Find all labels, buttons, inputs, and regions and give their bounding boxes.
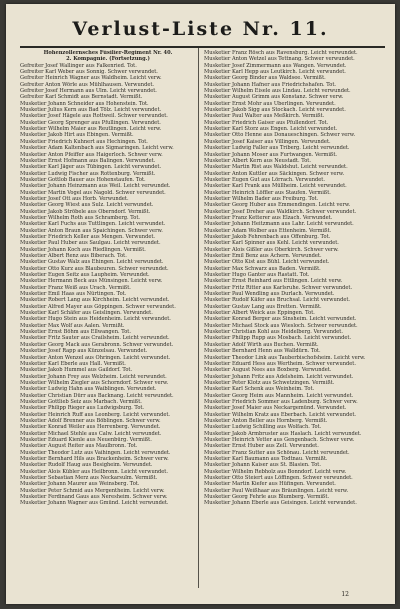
casualty-entry: Musketier Ernst Reinhard aus Ettlingen. Leicht verw.	[204, 278, 343, 285]
casualty-entry: Musketier Philipp Rieger aus Ludwigsburg. Tot.	[20, 405, 145, 412]
casualty-entry: Musketier Josef Zimmermann aus Wangen. Verwundet.	[204, 62, 347, 69]
casualty-entry: Musketier Johann Eberle aus Geisingen. Leicht verwundet.	[204, 500, 357, 507]
casualty-entry: Musketier Karl Baumann aus Todtnau. Vermißt.	[204, 456, 328, 462]
casualty-entry: Musketier Bernhard Hils aus Brackenheim. Schwer verw.	[20, 456, 169, 462]
casualty-entry: Musketier Adolf Wirth aus Buchen. Vermißt.	[204, 341, 319, 348]
casualty-entry: Musketier Georg Fehrle aus Blumberg. Vermißt.	[204, 494, 330, 501]
casualty-entry: Musketier Eugen Seitz aus Laupheim. Verwundet.	[20, 272, 150, 279]
casualty-entry: Musketier Paul Huber aus Saulgau. Leicht verwundet.	[20, 240, 161, 247]
page-title: Verlust-Liste Nr. 11.	[72, 18, 329, 40]
casualty-entry: Musketier Christian Kohl aus Heidelberg. Verwundet.	[204, 329, 343, 336]
casualty-entry: Musketier Theodor Link aus Tauberbischofsheim. Leicht verw.	[204, 354, 366, 361]
casualty-entry: Musketier Jakob Sigg aus Stockach. Leicht verwundet.	[204, 107, 346, 114]
casualty-entry: Musketier Paul Wendling aus Durlach. Verwundet.	[204, 291, 335, 298]
casualty-entry: Musketier Ludwig Faller aus Triberg. Leicht verwundet.	[204, 145, 350, 152]
casualty-entry: Musketier Emil Haas aus Nürtingen. Tot.	[20, 291, 127, 298]
casualty-entry: Musketier Christian Dürr aus Backnang. Leicht verwundet.	[20, 392, 174, 399]
casualty-entry: Musketier Georg Mack aus Gerabronn. Schwer verwundet.	[20, 341, 174, 348]
casualty-entry: Musketier Josef Hägele aus Rottweil. Schwer verwundet.	[20, 113, 168, 120]
casualty-entry: Musketier Otto Steiert aus Löffingen. Schwer verwundet.	[204, 475, 353, 482]
casualty-entry: Musketier Robert Lang aus Kirchheim. Leicht verwundet.	[20, 297, 170, 304]
casualty-entry: Musketier Friedrich Sommer aus Ladenburg. Schwer verw.	[204, 398, 358, 405]
casualty-entry: Musketier Ernst Hofmann aus Balingen. Verwundet.	[20, 157, 156, 164]
casualty-entry: Musketier Gustav Lang aus Bretten. Vermißt.	[204, 303, 322, 310]
casualty-entry: Musketier Georg Binder aus Waldsee. Vermißt.	[204, 75, 326, 82]
casualty-entry: Musketier Anton Beller aus Hornberg. Vermißt.	[204, 417, 328, 424]
casualty-entry: Musketier Ernst Mohr aus Überlingen. Verwundet.	[204, 100, 336, 107]
casualty-entry: Musketier Ernst Huber aus Zell. Verwundet.	[204, 443, 319, 450]
casualty-entry: Musketier Friedrich Gaiser aus Pfullendorf. Tot.	[204, 119, 329, 126]
casualty-entry: Musketier Adolf Brenner aus Böblingen. Schwer verw.	[20, 417, 161, 424]
casualty-entry: Musketier Jakob Hummel aus Gaildorf. Tot.	[20, 367, 133, 374]
casualty-entry: Musketier Alois Kübler aus Heilbronn. Leicht verwundet.	[20, 468, 168, 475]
right-column	[204, 50, 384, 507]
casualty-entry: Musketier Karl Fuchs aus Tuttlingen. Leicht verwundet.	[20, 221, 166, 228]
section-heading: Hohenzollernsches Füsilier-Regiment Nr. 40.	[43, 50, 173, 56]
casualty-entry: Musketier Johann Hafner aus Friedrichshafen. Tot.	[204, 81, 336, 88]
casualty-entry: Musketier Heinrich Vetter aus Gengenbach. Schwer verw.	[204, 436, 355, 443]
casualty-entry: Musketier Martin Kiefer aus Hüfingen. Verwundet.	[204, 481, 336, 488]
casualty-entry: Musketier Jakob Hirt aus Ebingen. Vermißt.	[20, 132, 134, 139]
casualty-entry: Musketier Ludwig Fischer aus Rottenburg. Vermißt.	[20, 170, 156, 177]
casualty-entry: Musketier Jakob Ströbele aus Oberndorf. Vermißt.	[20, 208, 151, 215]
casualty-entry: Musketier Eduard Hess aus Wertheim. Schwer verwundet.	[204, 360, 356, 367]
casualty-entry: Musketier Martin Vogel aus Nagold. Schwer verwundet.	[20, 189, 166, 196]
casualty-entry: Musketier Karl Schenk aus Weinheim. Tot.	[204, 386, 315, 393]
casualty-entry: Musketier Georg Wiest aus Sulz. Leicht verwundet.	[20, 202, 154, 209]
casualty-entry: Musketier Johann Frey aus Welzheim. Leicht verwundet.	[20, 373, 167, 380]
casualty-entry: Musketier Wilhelm Ziegler aus Schorndorf. Schwer verw.	[20, 379, 169, 386]
casualty-entry: Musketier Hermann Beck aus Münsingen. Leicht verw.	[20, 278, 163, 285]
casualty-entry: Musketier Karl Storz aus Engen. Leicht verwundet.	[204, 126, 338, 133]
casualty-entry: Musketier August Nees aus Boxberg. Verwundet.	[204, 367, 332, 374]
casualty-entry: Musketier Alois Gißler aus Oberkirch. Schwer verw.	[204, 246, 339, 253]
casualty-entry: Gefreiter Josef Wallinger aus Falkenried. Tot.	[20, 62, 137, 69]
casualty-entry: Musketier Max Wolf aus Aalen. Vermißt.	[20, 322, 125, 329]
casualty-entry: Musketier Karl Spinner aus Kehl. Leicht verwundet.	[204, 240, 339, 247]
casualty-entry: Musketier Johann Heinzmann aus Weil. Leicht verwundet.	[20, 183, 171, 190]
casualty-entry: Musketier Georg Huber aus Emmendingen. Leicht verw.	[204, 202, 351, 209]
casualty-entry: Musketier Karl Eberle aus Hall. Vermißt.	[20, 360, 126, 367]
casualty-entry: Musketier Johann Heitzmann aus Lahr. Leicht verwundet.	[204, 221, 354, 228]
casualty-entry: Musketier Heinrich Löffler aus Staufen. Vermißt.	[204, 189, 331, 196]
title-rule	[20, 46, 385, 48]
casualty-entry: Musketier Josef Dreher aus Waldkirch. Schwer verwundet.	[204, 208, 357, 215]
casualty-entry: Musketier Otto Kurz aus Blaubeuren. Schwer verwundet.	[20, 265, 169, 272]
casualty-entry: Musketier Wilhelm Eisele aus Lindau. Leicht verwundet.	[204, 88, 351, 95]
casualty-entry: Musketier Paul Weißhaar aus Bräunlingen. Leicht verw.	[204, 487, 349, 494]
casualty-entry: Musketier Rudolf Haug aus Besigheim. Verwundet.	[20, 462, 153, 469]
casualty-entry: Musketier Emil Benz aus Achern. Verwundet.	[204, 253, 322, 259]
casualty-entry: Gefreiter Heinrich Wagner aus Waldheim. Leicht verw.	[20, 75, 162, 82]
casualty-entry: Musketier Bernhard Henn aus Walldürn. Tot.	[204, 348, 321, 355]
casualty-entry: Musketier August Reiter aus Maulbronn. Tot.	[20, 443, 138, 450]
casualty-entry: Musketier Franz Weiß aus Urach. Vermißt.	[20, 284, 131, 291]
casualty-entry: Musketier Franz Ketterer aus Elzach. Verwundet.	[204, 214, 333, 221]
casualty-entry: Musketier Adam Wolber aus Ettenheim. Vermißt.	[204, 227, 332, 234]
casualty-entry: Musketier Georg Heim aus Mannheim. Leicht verwundet.	[204, 392, 354, 399]
casualty-entry: Musketier Gottlieb Seiz aus Marbach. Vermißt.	[20, 398, 142, 405]
casualty-entry: Musketier Konrad Weiler aus Herrenberg. Verwundet.	[20, 424, 161, 431]
casualty-entry: Musketier Rudolf Käfer aus Bruchsal. Leicht verwundet.	[204, 297, 351, 304]
casualty-entry: Musketier Anton Braun aus Spaichingen. Schwer verw.	[20, 227, 163, 234]
casualty-entry: Musketier Max Schwarz aus Baden. Vermißt.	[204, 265, 321, 272]
casualty-entry: Musketier Georg Sprenger aus Pfullingen. Verwundet.	[20, 119, 161, 126]
casualty-entry: Gefreiter Josef Hermann aus Ulm. Leicht verwundet.	[20, 88, 157, 95]
casualty-entry: Musketier Adam Kaltenbach aus Sigmaringen. Leicht verw.	[20, 145, 174, 152]
casualty-entry: Gefreiter Karl Schmidt aus Bernstadt. Vermißt.	[20, 94, 143, 101]
left-column	[20, 50, 196, 507]
casualty-entry: Musketier Karl Frank aus Müllheim. Leicht verwundet.	[204, 183, 347, 190]
casualty-entry: Musketier Josef Kaiser aus Villingen. Verwundet.	[204, 138, 331, 145]
casualty-entry: Musketier Friedrich Keller aus Mengen. Verwundet.	[20, 233, 156, 240]
casualty-entry: Musketier Ludwig Hahn aus Waiblingen. Verwundet.	[20, 386, 157, 393]
casualty-entry: Musketier Otto Henne aus Donaueschingen. Schwer verw.	[204, 132, 356, 139]
casualty-entry: Musketier Hugo Ganter aus Rastatt. Tot.	[204, 272, 310, 279]
casualty-entry: Musketier Philipp Rupp aus Mosbach. Leicht verwundet.	[204, 335, 352, 342]
casualty-entry: Musketier Wilhelm Roth aus Schramberg. Tot.	[20, 214, 141, 221]
casualty-entry: Musketier Alfred Mayer aus Göppingen. Schwer verwundet.	[20, 303, 176, 310]
casualty-entry: Musketier Sebastian Merz aus Neckarsulm. Vermißt.	[20, 475, 158, 482]
casualty-entry: Musketier Julius Kern aus Bad Tölz. Leicht verwundet.	[20, 107, 162, 114]
casualty-entry: Musketier Gustav Walz aus Ehingen. Leicht verwundet.	[20, 259, 164, 266]
casualty-entry: Musketier Michael Stehle aus Calw. Leicht verwundet.	[20, 430, 162, 437]
casualty-entry: Musketier Josef Rapp aus Künzelsau. Verwundet.	[20, 348, 148, 355]
casualty-entry: Musketier Jakob Fehrenbach aus Offenburg. Tot.	[204, 233, 331, 240]
casualty-entry: Musketier Albert Kern aus Neustadt. Tot.	[204, 157, 311, 164]
casualty-entry: Gefreiter Anton Wörle aus Mühlhausen. Verwundet.	[20, 81, 155, 88]
casualty-entry: Musketier Johann Maurer aus Weinsberg. Tot.	[20, 481, 140, 488]
casualty-entry: Musketier Karl Hepp aus Leutkirch. Leicht verwundet.	[204, 69, 346, 76]
casualty-entry: Musketier Anton Pfeiffer aus Haigerloch. Schwer verw.	[20, 151, 163, 158]
casualty-entry: Musketier Konrad Berger aus Sinsheim. Leicht verwundet.	[204, 316, 357, 323]
casualty-entry: Musketier Jakob Armbruster aus Haslach. Leicht verwundet.	[204, 430, 362, 437]
casualty-entry: Musketier Anton Wetzel aus Tettnang. Schwer verwundet.	[204, 56, 355, 63]
casualty-entry: Musketier Anton Wenzel aus Öhringen. Leicht verwundet.	[20, 354, 171, 361]
casualty-entry: Musketier Eduard Kienle aus Neuenbürg. Vermißt.	[20, 436, 152, 443]
casualty-entry: Musketier Albert Weick aus Eppingen. Tot.	[204, 310, 315, 317]
casualty-entry: Musketier Ludwig Schilling aus Wolfach. Tot.	[204, 424, 322, 431]
casualty-entry: Musketier Fritz Ritter aus Karlsruhe. Schwer verwundet.	[204, 284, 353, 291]
casualty-entry: Musketier Theodor Lutz aus Vaihingen. Leicht verwundet.	[20, 449, 171, 456]
casualty-entry: Musketier Michael Stock aus Wiesloch. Schwer verwundet.	[204, 322, 358, 329]
casualty-entry: Musketier Ernst Böhm aus Ellwangen. Tot.	[20, 329, 131, 336]
casualty-entry: Musketier Anton Kuttler aus Säckingen. Schwer verw.	[204, 170, 345, 177]
casualty-entry: Musketier Josef Maier aus Neckargemünd. Verwundet.	[204, 405, 347, 412]
casualty-entry: Musketier Karl Schäfer aus Geislingen. Verwundet.	[20, 310, 153, 317]
casualty-entry: Musketier Wilhelm Bader aus Freiburg. Tot.	[204, 195, 319, 202]
casualty-entry: Musketier Johann Kaiser aus St. Blasien. Tot.	[204, 462, 321, 469]
casualty-entry: Musketier August Grimm aus Konstanz. Schwer verw.	[204, 94, 344, 101]
casualty-entry: Musketier Franz Rösch aus Ravensburg. Leicht verwundet.	[204, 50, 358, 56]
casualty-entry: Musketier Martin Rist aus Waldshut. Leicht verwundet.	[204, 164, 348, 171]
section-heading: 2. Kompagnie. (Fortsetzung.)	[66, 56, 150, 63]
page-number: 12	[341, 591, 349, 598]
casualty-entry: Musketier Johann Koch aus Riedlingen. Vermißt.	[20, 246, 146, 253]
column-divider	[198, 48, 199, 588]
casualty-entry: Musketier Franz Sutter aus Schönau. Leicht verwundet.	[204, 449, 350, 456]
casualty-entry: Musketier Heinrich Ruff aus Leonberg. Leicht verwundet.	[20, 411, 171, 418]
casualty-entry: Musketier Wilhelm Kratz aus Eberbach. Leicht verwundet.	[204, 411, 357, 418]
casualty-entry: Musketier Peter Klotz aus Schwetzingen. Vermißt.	[204, 379, 335, 386]
casualty-entry: Musketier Johann Fritz aus Adelsheim. Leicht verwundet.	[204, 373, 354, 380]
casualty-entry: Musketier Otto Kist aus Bühl. Leicht verwundet.	[204, 259, 330, 266]
casualty-entry: Musketier Johann Schneider aus Hohenstein. Tot.	[20, 100, 149, 107]
casualty-entry: Musketier Gottlob Bauer aus Hohenstaufen. Tot.	[20, 176, 146, 183]
casualty-entry: Musketier Peter Schmid aus Mergentheim. Leicht verw.	[20, 487, 165, 494]
casualty-entry: Musketier Hugo Stein aus Heidenheim. Leicht verwundet.	[20, 316, 171, 323]
casualty-entry: Musketier Josef Ott aus Horb. Verwundet.	[20, 195, 129, 202]
casualty-entry: Musketier Johann Moser aus Furtwangen. Vermißt.	[204, 151, 338, 158]
casualty-entry: Musketier Friedrich Kuhnert aus Hechingen. Tot.	[20, 138, 148, 145]
casualty-entry: Musketier Fritz Sauter aus Crailsheim. Leicht verwundet.	[20, 335, 170, 342]
casualty-entry: Musketier Wilhelm Maier aus Reutlingen. Leicht verw.	[20, 126, 162, 133]
casualty-entry: Musketier Johann Wagner aus Gmünd. Leicht verwundet.	[20, 500, 169, 507]
casualty-entry: Gefreiter Karl Weber aus Sonnig. Schwer verwundet.	[20, 69, 158, 76]
document-page	[6, 4, 395, 604]
casualty-entry: Musketier Paul Walter aus Meßkirch. Vermißt.	[204, 113, 325, 120]
casualty-entry: Musketier Ferdinand Gaus aus Neresheim. Schwer verw.	[20, 494, 168, 501]
casualty-entry: Musketier Albert Renz aus Biberach. Tot.	[20, 253, 127, 259]
casualty-entry: Musketier Karl Jäger aus Tübingen. Leicht verwundet.	[20, 164, 162, 171]
casualty-entry: Musketier Eugen Gut aus Lörrach. Verwundet.	[204, 176, 325, 183]
casualty-entry: Musketier Wilhelm Rebholz aus Bonndorf. Leicht verw.	[204, 468, 347, 475]
